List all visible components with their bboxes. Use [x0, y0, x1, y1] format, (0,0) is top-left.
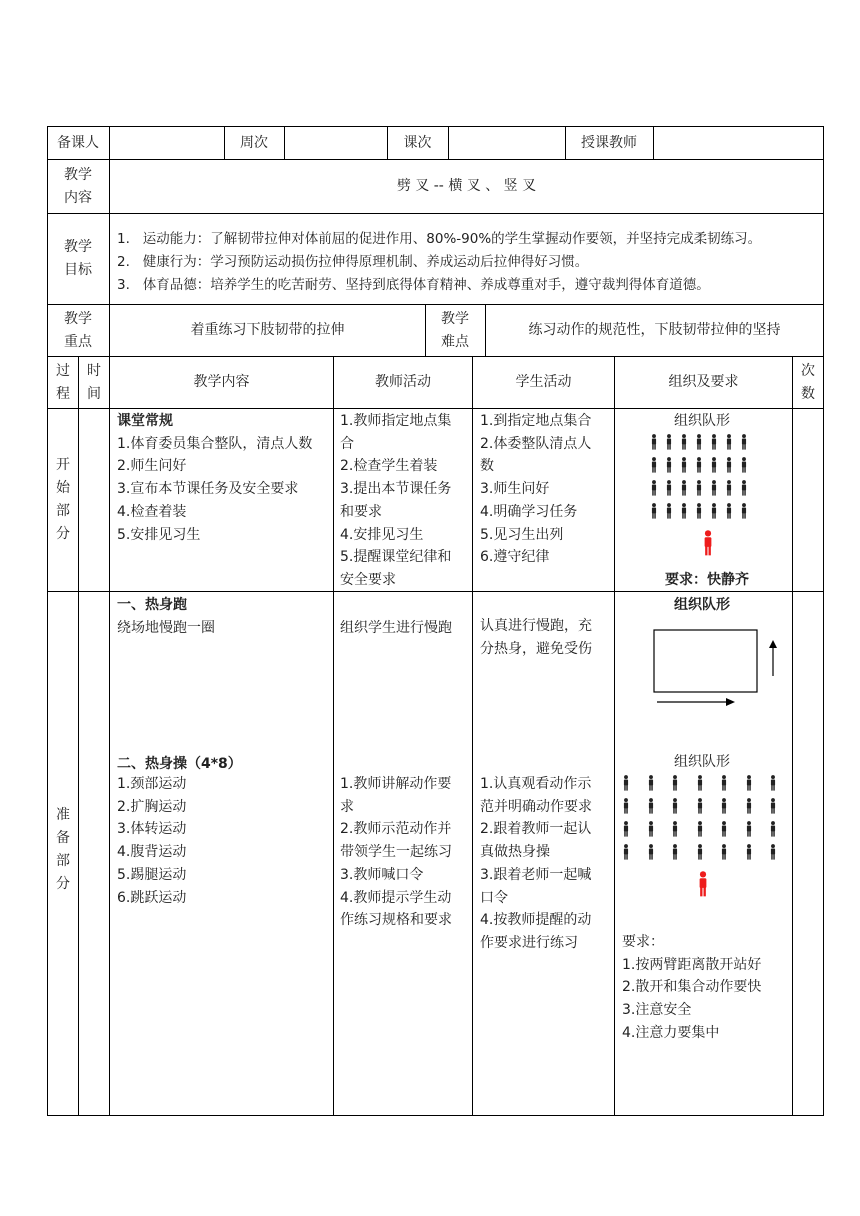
student-figure-icon — [647, 798, 655, 818]
list-item: 口令 — [480, 889, 508, 906]
list-item: 认真进行慢跑，充 — [480, 618, 592, 634]
student-figure-icon — [671, 798, 679, 818]
student-figure-icon — [671, 821, 679, 841]
content-label: 教学内容 — [64, 166, 92, 206]
list-item: 作练习规格和要求 — [340, 912, 452, 929]
student-figure-icon — [647, 844, 655, 864]
student-figure-icon — [740, 434, 748, 454]
student-figure-icon — [622, 775, 630, 795]
start-org-title: 组织队形 — [674, 413, 730, 429]
student-figure-icon — [710, 480, 718, 500]
list-item: 6.遵守纪律 — [480, 549, 550, 566]
list-item: 求 — [340, 798, 354, 815]
list-item: 数 — [480, 458, 494, 475]
col-student: 学生活动 — [515, 374, 572, 390]
col-content: 教学内容 — [193, 374, 250, 390]
student-figure-icon — [740, 480, 748, 500]
week-label: 周次 — [240, 134, 268, 151]
student-figure-icon — [745, 775, 753, 795]
table-border-bottom — [47, 1115, 824, 1116]
running-track-diagram — [640, 618, 790, 710]
list-item: 3.体转运动 — [117, 821, 187, 838]
student-figure-icon — [695, 480, 703, 500]
goal-text: 运动能力：了解韧带拉伸对体前屈的促进作用、80%-90%的学生掌握动作要领，并坚持完成柔韧练习。 — [142, 231, 762, 247]
list-item: 5.提醒课堂纪律和 — [340, 549, 452, 566]
student-figure-icon — [622, 821, 630, 841]
list-item: 1.教师讲解动作要 — [340, 776, 452, 792]
start-content-title: 课堂常规 — [117, 413, 173, 429]
student-figure-icon — [695, 434, 703, 454]
student-figure-icon — [647, 775, 655, 795]
col-divider — [614, 356, 615, 1116]
list-item: 安全要求 — [340, 571, 396, 588]
warmup-exercise-org-title: 组织队形 — [674, 754, 730, 770]
student-figure-icon — [650, 434, 658, 454]
lesson-no-label: 课次 — [403, 134, 432, 151]
col-time: 时间 — [87, 362, 101, 402]
col-org: 组织及要求 — [668, 374, 739, 390]
student-figure-icon — [671, 775, 679, 795]
list-item: 5.安排见习生 — [117, 526, 201, 543]
student-figure-icon — [680, 457, 688, 477]
student-figure-icon — [745, 821, 753, 841]
warmup-formation — [622, 775, 786, 863]
start-org-requirement: 要求：快静齐 — [665, 572, 749, 588]
student-figure-icon — [769, 775, 777, 795]
warmup-run-org-title: 组织队形 — [674, 597, 730, 613]
col-teacher: 教师活动 — [375, 374, 431, 390]
warmup-run-teacher: 组织学生进行慢跑 — [340, 620, 452, 636]
student-figure-icon — [745, 844, 753, 864]
preparer-value[interactable] — [110, 126, 224, 160]
list-item: 2.散开和集合动作要快 — [622, 979, 762, 996]
student-figure-icon — [696, 775, 704, 795]
list-item: 2.跟着教师一起认 — [480, 821, 592, 838]
list-item: 1.认真观看动作示 — [480, 776, 592, 792]
goal-item — [117, 250, 588, 270]
student-figure-icon — [725, 503, 733, 523]
list-item: 作要求进行练习 — [480, 934, 578, 951]
student-figure-icon — [769, 821, 777, 841]
start-formation — [650, 434, 760, 522]
student-figure-icon — [622, 798, 630, 818]
student-figure-icon — [665, 457, 673, 477]
col-divider — [425, 304, 426, 357]
difficulty-value: 练习动作的规范性，下肢韧带拉伸的坚持 — [528, 322, 781, 338]
list-item: 3.注意安全 — [622, 1002, 692, 1019]
student-figure-icon — [710, 457, 718, 477]
start-teacher — [340, 410, 451, 592]
student-figure-icon — [671, 844, 679, 864]
goal-text: 健康行为：学习预防运动损伤拉伸得原理机制、养成运动后拉伸得好习惯。 — [142, 254, 589, 270]
row-divider — [47, 213, 824, 214]
key-points-label: 教学重点 — [64, 310, 92, 350]
student-figure-icon — [740, 503, 748, 523]
goals-label: 教学目标 — [64, 239, 92, 278]
student-figure-icon — [622, 844, 630, 864]
goal-item — [117, 227, 761, 247]
student-figure-icon — [740, 457, 748, 477]
student-figure-icon — [665, 480, 673, 500]
table-border-left — [47, 126, 48, 1116]
list-item: 3.教师喊口令 — [340, 866, 424, 883]
student-figure-icon — [720, 798, 728, 818]
student-figure-icon — [725, 480, 733, 500]
student-figure-icon — [769, 844, 777, 864]
goal-num: 3. — [117, 277, 130, 293]
content-value: 劈 叉 -- 横 叉 、 竖 叉 — [396, 178, 537, 194]
goal-item — [117, 273, 710, 293]
student-figure-icon — [680, 503, 688, 523]
list-item: 4.腹背运动 — [117, 844, 187, 861]
warmup-exercise-title: 二、热身操（4*8） — [117, 756, 242, 772]
list-item: 4.注意力要集中 — [622, 1024, 720, 1041]
student-figure-icon — [665, 503, 673, 523]
student-figure-icon — [665, 434, 673, 454]
student-figure-icon — [696, 821, 704, 841]
list-item: 1.按两臂距离散开站好 — [622, 956, 762, 973]
col-divider — [109, 356, 110, 1116]
goal-text: 体育品德：培养学生的吃苦耐劳、坚持到底得体育精神、养成尊重对手，遵守裁判得体育道德。 — [142, 277, 710, 293]
warmup-exercise-requirements — [622, 931, 761, 1045]
list-item: 5.踢腿运动 — [117, 866, 187, 883]
student-figure-icon — [720, 844, 728, 864]
list-item: 2.师生问好 — [117, 458, 187, 475]
prep-section-label: 准备部分 — [56, 807, 70, 892]
list-item: 4.安排见习生 — [340, 526, 424, 543]
student-figure-icon — [720, 775, 728, 795]
col-divider — [472, 356, 473, 1116]
student-figure-icon — [725, 457, 733, 477]
goal-num: 2. — [117, 254, 130, 270]
student-figure-icon — [725, 434, 733, 454]
warmup-run-student — [480, 615, 592, 660]
warmup-exercise-content — [117, 773, 186, 909]
student-figure-icon — [650, 503, 658, 523]
student-figure-icon — [680, 434, 688, 454]
list-item: 3.宣布本节课任务及安全要求 — [117, 481, 299, 498]
list-item: 1.颈部运动 — [117, 776, 187, 792]
key-points-value: 着重练习下肢韧带的拉伸 — [190, 322, 345, 338]
difficulty-label: 教学难点 — [441, 310, 469, 350]
col-count: 次数 — [801, 362, 815, 402]
list-item: 1.体育委员集合整队，清点人数 — [117, 435, 313, 452]
list-item: 3.提出本节课任务 — [340, 481, 452, 498]
table-border-right — [823, 126, 824, 1116]
student-figure-icon — [745, 798, 753, 818]
preparer-label: 备课人 — [57, 134, 99, 151]
teacher-figure-icon — [701, 530, 715, 556]
list-item: 范并明确动作要求 — [480, 798, 592, 815]
requirement-heading: 要求： — [622, 934, 664, 950]
student-figure-icon — [647, 821, 655, 841]
student-figure-icon — [710, 434, 718, 454]
list-item: 4.检查着装 — [117, 503, 187, 520]
col-divider — [792, 356, 793, 1116]
list-item: 5.见习生出列 — [480, 526, 564, 543]
teacher-value[interactable] — [654, 126, 823, 160]
col-process: 过程 — [56, 362, 70, 402]
list-item: 3.师生问好 — [480, 481, 550, 498]
col-divider — [333, 356, 334, 1116]
student-figure-icon — [769, 798, 777, 818]
goal-num: 1. — [117, 231, 130, 247]
start-content — [117, 410, 312, 546]
student-figure-icon — [650, 457, 658, 477]
student-figure-icon — [696, 844, 704, 864]
row-divider — [47, 408, 824, 409]
week-value[interactable] — [285, 126, 387, 160]
warmup-exercise-student — [480, 773, 592, 955]
list-item: 1.教师指定地点集 — [340, 413, 452, 429]
start-student — [480, 410, 591, 569]
list-item: 分热身，避免受伤 — [480, 640, 592, 657]
student-figure-icon — [720, 821, 728, 841]
list-item: 4.按教师提醒的动 — [480, 912, 592, 929]
lesson-no-value[interactable] — [449, 126, 565, 160]
warmup-run-title: 一、热身跑 — [117, 597, 187, 613]
field-rectangle — [654, 630, 757, 692]
list-item: 2.教师示范动作并 — [340, 821, 452, 838]
list-item: 合 — [340, 435, 354, 452]
list-item: 带领学生一起练习 — [340, 844, 452, 861]
warmup-exercise-teacher — [340, 773, 452, 932]
student-figure-icon — [695, 503, 703, 523]
list-item: 4.教师提示学生动 — [340, 889, 452, 906]
list-item: 真做热身操 — [480, 844, 550, 861]
list-item: 2.检查学生着装 — [340, 458, 438, 475]
student-figure-icon — [680, 480, 688, 500]
student-figure-icon — [696, 798, 704, 818]
col-divider — [78, 356, 79, 1116]
student-figure-icon — [695, 457, 703, 477]
list-item: 4.明确学习任务 — [480, 503, 578, 520]
start-section-label: 开始部分 — [56, 457, 70, 542]
list-item: 6.跳跃运动 — [117, 889, 187, 906]
list-item: 2.体委整队清点人 — [480, 435, 592, 452]
list-item: 和要求 — [340, 503, 382, 520]
student-figure-icon — [710, 503, 718, 523]
list-item: 2.扩胸运动 — [117, 798, 187, 815]
teacher-figure-icon — [696, 871, 710, 897]
list-item: 3.跟着老师一起喊 — [480, 866, 592, 883]
list-item: 1.到指定地点集合 — [480, 413, 592, 429]
warmup-run-content: 绕场地慢跑一圈 — [117, 620, 215, 636]
teacher-label: 授课教师 — [581, 134, 637, 151]
student-figure-icon — [650, 480, 658, 500]
